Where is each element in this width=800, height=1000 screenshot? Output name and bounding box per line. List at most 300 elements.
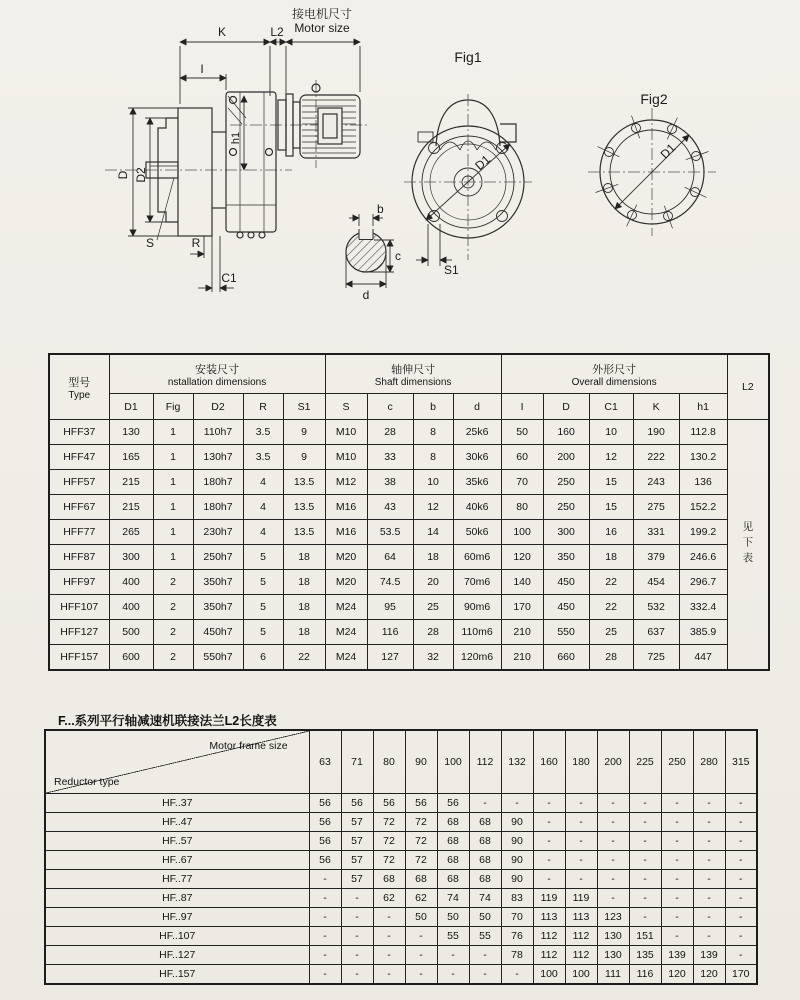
l2-value-cell: 56: [309, 851, 341, 870]
spec-value-cell: M20: [325, 545, 367, 570]
l2-value-cell: -: [565, 813, 597, 832]
dim-label-s: S: [145, 236, 155, 250]
spec-value-cell: 199.2: [679, 520, 727, 545]
spec-value-cell: 3.5: [243, 420, 283, 445]
l2-value-cell: -: [373, 946, 405, 965]
spec-value-cell: 165: [109, 445, 153, 470]
l2-value-cell: -: [725, 870, 757, 889]
spec-value-cell: 222: [633, 445, 679, 470]
l2-row: [45, 965, 757, 985]
l2-value-cell: 56: [309, 832, 341, 851]
spec-value-cell: 12: [413, 495, 453, 520]
l2-value-cell: -: [629, 870, 661, 889]
l2-type-cell: HF..77: [45, 870, 309, 889]
l2-value-cell: -: [565, 851, 597, 870]
l2-value-cell: -: [693, 813, 725, 832]
spec-value-cell: 9: [283, 445, 325, 470]
spec-type-cell: HFF97: [49, 570, 109, 595]
frame-size-90: 90: [405, 730, 437, 794]
l2-value-cell: 56: [309, 794, 341, 813]
dim-label-i: I: [200, 62, 204, 76]
spec-value-cell: 447: [679, 645, 727, 671]
header-overall-en: Overall dimensions: [571, 376, 657, 388]
l2-value-cell: 120: [693, 965, 725, 985]
l2-value-cell: -: [661, 813, 693, 832]
dim-label-l2: L2: [270, 25, 284, 39]
header-type: [49, 354, 109, 420]
l2-value-cell: -: [661, 851, 693, 870]
l2-value-cell: 130: [597, 927, 629, 946]
col-d1: D1: [109, 394, 153, 420]
l2-row: [45, 851, 757, 870]
spec-value-cell: 20: [413, 570, 453, 595]
spec-value-cell: 130.2: [679, 445, 727, 470]
frame-size-112: 112: [469, 730, 501, 794]
l2-value-cell: 55: [469, 927, 501, 946]
l2-value-cell: 68: [373, 870, 405, 889]
l2-row: [45, 832, 757, 851]
dim-label-k: K: [217, 25, 227, 39]
dim-label-r: R: [191, 236, 201, 250]
frame-size-63: 63: [309, 730, 341, 794]
spec-value-cell: 70: [501, 470, 543, 495]
header-installation-dimensions: [109, 354, 325, 394]
spec-value-cell: 32: [413, 645, 453, 671]
spec-value-cell: 350h7: [193, 570, 243, 595]
spec-value-cell: 110m6: [453, 620, 501, 645]
l2-value-cell: 74: [437, 889, 469, 908]
spec-value-cell: 60m6: [453, 545, 501, 570]
header-overall-dimensions: [501, 354, 727, 394]
corner-reductor-type: Reductor type: [54, 776, 120, 788]
l2-value-cell: 56: [405, 794, 437, 813]
spec-value-cell: 210: [501, 620, 543, 645]
l2-value-cell: -: [469, 946, 501, 965]
l2-value-cell: 72: [405, 832, 437, 851]
l2-value-cell: -: [629, 813, 661, 832]
l2-value-cell: -: [597, 889, 629, 908]
spec-type-cell: HFF57: [49, 470, 109, 495]
l2-row: [45, 908, 757, 927]
spec-value-cell: 130: [109, 420, 153, 445]
l2-value-cell: 90: [501, 851, 533, 870]
spec-value-cell: 90m6: [453, 595, 501, 620]
header-shaft-cn: 轴伸尺寸: [391, 363, 436, 376]
spec-value-cell: 18: [413, 545, 453, 570]
frame-size-225: 225: [629, 730, 661, 794]
spec-value-cell: 210: [501, 645, 543, 671]
l2-value-cell: -: [629, 851, 661, 870]
spec-value-cell: 450: [543, 570, 589, 595]
dim-label-d: D: [116, 170, 130, 180]
l2-value-cell: -: [309, 965, 341, 985]
l2-value-cell: -: [725, 927, 757, 946]
spec-value-cell: 64: [367, 545, 413, 570]
l2-value-cell: 68: [469, 870, 501, 889]
spec-value-cell: 18: [283, 595, 325, 620]
spec-value-cell: 53.5: [367, 520, 413, 545]
l2-value-cell: -: [661, 889, 693, 908]
l2-value-cell: -: [661, 870, 693, 889]
spec-value-cell: 532: [633, 595, 679, 620]
l2-value-cell: -: [309, 889, 341, 908]
spec-value-cell: 160: [543, 420, 589, 445]
l2-value-cell: -: [437, 965, 469, 985]
l2-value-cell: -: [725, 946, 757, 965]
l2-value-cell: 62: [373, 889, 405, 908]
spec-value-cell: 246.6: [679, 545, 727, 570]
spec-value-cell: 5: [243, 545, 283, 570]
col-r: R: [243, 394, 283, 420]
spec-value-cell: 400: [109, 570, 153, 595]
l2-value-cell: 72: [373, 813, 405, 832]
spec-type-cell: HFF77: [49, 520, 109, 545]
l2-value-cell: 112: [565, 927, 597, 946]
spec-value-cell: 275: [633, 495, 679, 520]
l2-value-cell: 119: [533, 889, 565, 908]
header-installation-cn: 安装尺寸: [195, 363, 240, 376]
spec-row: [49, 420, 769, 445]
spec-value-cell: 350: [543, 545, 589, 570]
l2-value-cell: -: [309, 908, 341, 927]
l2-value-cell: 50: [405, 908, 437, 927]
spec-value-cell: 331: [633, 520, 679, 545]
spec-value-cell: 13.5: [283, 470, 325, 495]
spec-value-cell: 190: [633, 420, 679, 445]
spec-value-cell: 8: [413, 445, 453, 470]
l2-type-cell: HF..67: [45, 851, 309, 870]
spec-value-cell: 28: [367, 420, 413, 445]
l2-value-cell: -: [501, 965, 533, 985]
l2-value-cell: -: [533, 794, 565, 813]
l2-value-cell: 57: [341, 851, 373, 870]
l2-value-cell: -: [629, 889, 661, 908]
l2-type-cell: HF..107: [45, 927, 309, 946]
l2-value-cell: -: [469, 794, 501, 813]
l2-value-cell: -: [693, 889, 725, 908]
spec-value-cell: 22: [589, 570, 633, 595]
l2-value-cell: -: [565, 832, 597, 851]
spec-value-cell: M24: [325, 620, 367, 645]
col-i: I: [501, 394, 543, 420]
shaft-dim-c: c: [395, 249, 401, 263]
fig2-dim-d1: D1: [657, 140, 679, 162]
spec-value-cell: 16: [589, 520, 633, 545]
spec-value-cell: 725: [633, 645, 679, 671]
spec-row: [49, 595, 769, 620]
l2-value-cell: -: [693, 851, 725, 870]
frame-size-250: 250: [661, 730, 693, 794]
l2-type-cell: HF..57: [45, 832, 309, 851]
frame-size-132: 132: [501, 730, 533, 794]
l2-value-cell: 90: [501, 832, 533, 851]
spec-value-cell: 454: [633, 570, 679, 595]
spec-value-cell: 10: [589, 420, 633, 445]
spec-value-cell: 170: [501, 595, 543, 620]
l2-value-cell: 100: [565, 965, 597, 985]
l2-value-cell: 90: [501, 870, 533, 889]
l2-value-cell: 74: [469, 889, 501, 908]
frame-size-180: 180: [565, 730, 597, 794]
l2-value-cell: 83: [501, 889, 533, 908]
frame-size-100: 100: [437, 730, 469, 794]
fig1-view: [404, 94, 532, 266]
spec-value-cell: 250: [543, 495, 589, 520]
frame-size-80: 80: [373, 730, 405, 794]
spec-value-cell: 1: [153, 495, 193, 520]
l2-value-cell: 119: [565, 889, 597, 908]
l2-value-cell: -: [597, 832, 629, 851]
header-installation-en: nstallation dimensions: [167, 376, 267, 388]
l2-value-cell: 112: [533, 927, 565, 946]
l2-value-cell: 113: [533, 908, 565, 927]
spec-value-cell: 100: [501, 520, 543, 545]
spec-value-cell: 6: [243, 645, 283, 671]
spec-value-cell: 265: [109, 520, 153, 545]
l2-value-cell: 72: [373, 851, 405, 870]
l2-value-cell: -: [565, 870, 597, 889]
spec-value-cell: 243: [633, 470, 679, 495]
col-h1: h1: [679, 394, 727, 420]
spec-value-cell: 120m6: [453, 645, 501, 671]
header-l2: L2: [727, 354, 769, 420]
spec-value-cell: M16: [325, 495, 367, 520]
spec-value-cell: 5: [243, 595, 283, 620]
technical-drawing: [0, 0, 800, 345]
l2-value-cell: 111: [597, 965, 629, 985]
l2-value-cell: 68: [469, 851, 501, 870]
spec-value-cell: 13.5: [283, 520, 325, 545]
l2-value-cell: -: [341, 889, 373, 908]
spec-value-cell: 3.5: [243, 445, 283, 470]
spec-value-cell: 450h7: [193, 620, 243, 645]
dimension-spec-table: [48, 353, 770, 671]
spec-value-cell: 30k6: [453, 445, 501, 470]
spec-value-cell: 130h7: [193, 445, 243, 470]
dim-label-d2: D2: [134, 167, 148, 183]
l2-value-cell: -: [341, 927, 373, 946]
l2-value-cell: 116: [629, 965, 661, 985]
l2-value-cell: -: [501, 794, 533, 813]
spec-value-cell: 1: [153, 420, 193, 445]
l2-value-cell: 68: [437, 832, 469, 851]
spec-value-cell: 296.7: [679, 570, 727, 595]
spec-value-cell: 95: [367, 595, 413, 620]
spec-row: [49, 570, 769, 595]
l2-value-cell: -: [533, 832, 565, 851]
fig1-label: Fig1: [454, 49, 482, 65]
spec-value-cell: M16: [325, 520, 367, 545]
frame-size-315: 315: [725, 730, 757, 794]
col-b: b: [413, 394, 453, 420]
header-overall-cn: 外形尺寸: [592, 363, 637, 376]
l2-value-cell: 68: [405, 870, 437, 889]
spec-value-cell: 25: [413, 595, 453, 620]
spec-value-cell: 1: [153, 470, 193, 495]
col-s1: S1: [283, 394, 325, 420]
l2-value-cell: -: [309, 870, 341, 889]
l2-value-cell: -: [565, 794, 597, 813]
fig2-view: [588, 108, 716, 236]
spec-value-cell: M24: [325, 645, 367, 671]
l2-value-cell: 120: [661, 965, 693, 985]
spec-value-cell: 152.2: [679, 495, 727, 520]
spec-value-cell: 450: [543, 595, 589, 620]
l2-value-cell: -: [693, 832, 725, 851]
l2-value-cell: -: [469, 965, 501, 985]
l2-value-cell: 139: [693, 946, 725, 965]
spec-value-cell: 28: [589, 645, 633, 671]
spec-value-cell: M10: [325, 445, 367, 470]
spec-value-cell: 18: [589, 545, 633, 570]
l2-value-cell: -: [693, 927, 725, 946]
l2-value-cell: -: [693, 870, 725, 889]
l2-row: [45, 813, 757, 832]
l2-value-cell: -: [661, 908, 693, 927]
l2-value-cell: 130: [597, 946, 629, 965]
spec-value-cell: 22: [589, 595, 633, 620]
l2-value-cell: 56: [373, 794, 405, 813]
header-shaft-dimensions: [325, 354, 501, 394]
l2-value-cell: -: [597, 794, 629, 813]
spec-value-cell: 60: [501, 445, 543, 470]
l2-type-cell: HF..157: [45, 965, 309, 985]
l2-value-cell: -: [597, 813, 629, 832]
spec-value-cell: 2: [153, 595, 193, 620]
l2-value-cell: 56: [309, 813, 341, 832]
spec-value-cell: 14: [413, 520, 453, 545]
l2-value-cell: -: [725, 889, 757, 908]
l2-value-cell: -: [533, 851, 565, 870]
spec-value-cell: 50: [501, 420, 543, 445]
l2-see-below-note: 见下表: [727, 420, 769, 671]
l2-value-cell: -: [661, 927, 693, 946]
spec-value-cell: 28: [413, 620, 453, 645]
l2-value-cell: -: [725, 832, 757, 851]
col-fig: Fig: [153, 394, 193, 420]
l2-value-cell: -: [597, 870, 629, 889]
spec-type-cell: HFF107: [49, 595, 109, 620]
spec-row: [49, 495, 769, 520]
l2-value-cell: -: [629, 794, 661, 813]
l2-value-cell: 112: [565, 946, 597, 965]
col-c1: C1: [589, 394, 633, 420]
col-d2: D2: [193, 394, 243, 420]
spec-type-cell: HFF67: [49, 495, 109, 520]
spec-value-cell: 15: [589, 470, 633, 495]
spec-row: [49, 545, 769, 570]
l2-value-cell: -: [405, 946, 437, 965]
l2-value-cell: -: [661, 832, 693, 851]
spec-row: [49, 620, 769, 645]
spec-value-cell: 33: [367, 445, 413, 470]
spec-value-cell: 600: [109, 645, 153, 671]
l2-value-cell: 72: [405, 851, 437, 870]
l2-value-cell: -: [629, 832, 661, 851]
shaft-dim-d: d: [362, 288, 370, 302]
l2-value-cell: 78: [501, 946, 533, 965]
frame-size-160: 160: [533, 730, 565, 794]
spec-value-cell: 550h7: [193, 645, 243, 671]
header-type-en: Type: [68, 389, 91, 401]
spec-type-cell: HFF157: [49, 645, 109, 671]
spec-value-cell: 110h7: [193, 420, 243, 445]
spec-value-cell: 300: [109, 545, 153, 570]
l2-value-cell: -: [661, 794, 693, 813]
spec-type-cell: HFF127: [49, 620, 109, 645]
l2-value-cell: -: [341, 946, 373, 965]
spec-value-cell: 18: [283, 570, 325, 595]
l2-value-cell: 50: [469, 908, 501, 927]
spec-row: [49, 645, 769, 671]
l2-type-cell: HF..47: [45, 813, 309, 832]
spec-value-cell: 230h7: [193, 520, 243, 545]
l2-value-cell: 151: [629, 927, 661, 946]
spec-value-cell: 180h7: [193, 495, 243, 520]
col-dd: D: [543, 394, 589, 420]
shaft-cross-section: [346, 214, 394, 288]
spec-row: [49, 470, 769, 495]
l2-table-title: F...系列平行轴减速机联接法兰L2长度表: [58, 714, 277, 728]
spec-value-cell: 18: [283, 620, 325, 645]
l2-value-cell: 72: [373, 832, 405, 851]
l2-value-cell: 56: [437, 794, 469, 813]
col-s: S: [325, 394, 367, 420]
frame-size-200: 200: [597, 730, 629, 794]
col-c: c: [367, 394, 413, 420]
spec-value-cell: 5: [243, 570, 283, 595]
l2-value-cell: 68: [437, 870, 469, 889]
l2-value-cell: -: [309, 927, 341, 946]
l2-value-cell: 123: [597, 908, 629, 927]
l2-type-cell: HF..87: [45, 889, 309, 908]
l2-value-cell: 68: [437, 813, 469, 832]
l2-value-cell: 56: [341, 794, 373, 813]
frame-size-280: 280: [693, 730, 725, 794]
l2-value-cell: 100: [533, 965, 565, 985]
l2-value-cell: -: [533, 813, 565, 832]
spec-value-cell: 180h7: [193, 470, 243, 495]
l2-value-cell: -: [629, 908, 661, 927]
l2-value-cell: 57: [341, 870, 373, 889]
spec-value-cell: 116: [367, 620, 413, 645]
l2-value-cell: -: [341, 908, 373, 927]
l2-row: [45, 870, 757, 889]
spec-value-cell: 12: [589, 445, 633, 470]
l2-value-cell: 139: [661, 946, 693, 965]
l2-value-cell: 68: [437, 851, 469, 870]
spec-value-cell: 140: [501, 570, 543, 595]
spec-value-cell: 5: [243, 620, 283, 645]
l2-value-cell: 68: [469, 832, 501, 851]
spec-value-cell: 300: [543, 520, 589, 545]
reducer-side-view: [105, 80, 368, 238]
l2-value-cell: 113: [565, 908, 597, 927]
l2-value-cell: 72: [405, 813, 437, 832]
motor-size-label-cn: 接电机尺寸: [291, 7, 353, 21]
spec-value-cell: 25k6: [453, 420, 501, 445]
col-d: d: [453, 394, 501, 420]
l2-row: [45, 794, 757, 813]
spec-value-cell: 22: [283, 645, 325, 671]
l2-value-cell: -: [725, 813, 757, 832]
l2-length-table: [44, 729, 758, 985]
spec-value-cell: 15: [589, 495, 633, 520]
spec-value-cell: 127: [367, 645, 413, 671]
spec-value-cell: 250: [543, 470, 589, 495]
l2-value-cell: -: [373, 965, 405, 985]
spec-value-cell: 250h7: [193, 545, 243, 570]
